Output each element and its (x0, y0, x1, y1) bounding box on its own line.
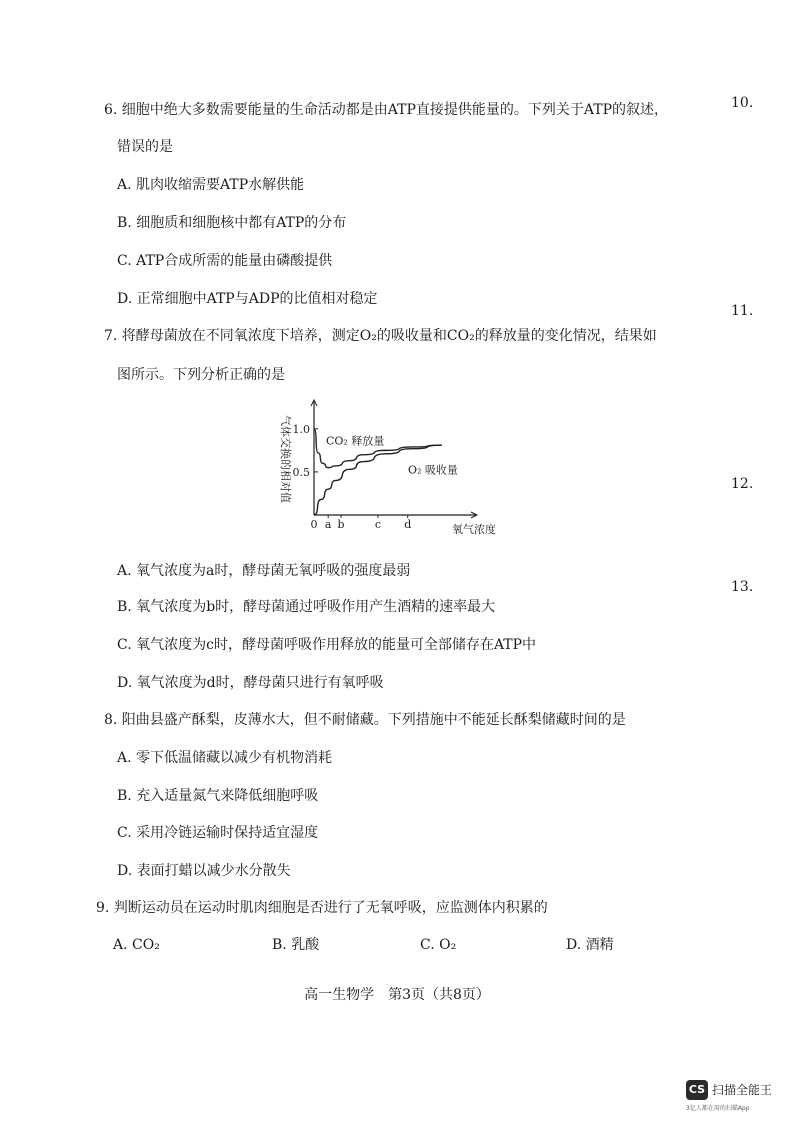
x-tick-label: 0 (310, 518, 318, 531)
q8-option-a: A. 零下低温储藏以减少有机物消耗 (117, 750, 333, 766)
q6-stem-line2: 错误的是 (117, 139, 173, 155)
series-label-co2: CO₂ 释放量 (326, 434, 385, 448)
q7-option-a: A. 氧气浓度为a时，酵母菌无氧呼吸的强度最弱 (117, 563, 411, 579)
q6-option-a: A. 肌肉收缩需要ATP水解供能 (117, 177, 305, 193)
q6-option-c: C. ATP合成所需的能量由磷酸提供 (117, 253, 333, 269)
q6-option-d: D. 正常细胞中ATP与ADP的比值相对稳定 (117, 291, 378, 307)
q8-option-b: B. 充入适量氮气来降低细胞呼吸 (117, 788, 319, 804)
q8-option-c: C. 采用冷链运输时保持适宜湿度 (117, 825, 319, 841)
x-tick-label: d (404, 518, 412, 531)
q8-option-d: D. 表面打蜡以减少水分散失 (117, 863, 291, 879)
q8-stem: 8. 阳曲县盛产酥梨，皮薄水大，但不耐储藏。下列措施中不能延长酥梨储藏时间的是 (104, 712, 626, 728)
q6-stem-line1: 6. 细胞中绝大多数需要能量的生命活动都是由ATP直接提供能量的。下列关于ATP的叙述， (104, 102, 669, 118)
scanner-logo-icon: CS (686, 1080, 708, 1100)
y-axis-label: 气体交换的相对值 (279, 415, 292, 503)
gas-exchange-chart (270, 395, 510, 545)
series-line-o2 (314, 445, 442, 515)
q9-option-b: B. 乳酸 (272, 937, 320, 953)
x-tick-label: a (324, 518, 332, 531)
q7-option-c: C. 氧气浓度为c时，酵母菌呼吸作用释放的能量可全部储存在ATP中 (117, 637, 537, 653)
page-footer: 高一生物学 第3页（共8页） (304, 987, 490, 1003)
side-number-13: 13. (731, 579, 754, 595)
side-number-11: 11. (731, 303, 754, 319)
q7-option-d: D. 氧气浓度为d时，酵母菌只进行有氧呼吸 (117, 675, 384, 691)
q7-option-b: B. 氧气浓度为b时，酵母菌通过呼吸作用产生酒精的速率最大 (117, 599, 496, 615)
q6-option-b: B. 细胞质和细胞核中都有ATP的分布 (117, 215, 347, 231)
q9-option-d: D. 酒精 (566, 937, 614, 953)
q7-stem-line2: 图所示。下列分析正确的是 (117, 367, 285, 383)
y-tick-label: 0.5 (292, 465, 310, 479)
scanner-app-name: 扫描全能王 (712, 1083, 773, 1097)
q9-option-a: A. CO₂ (113, 937, 160, 953)
q9-option-c: C. O₂ (420, 937, 457, 953)
x-tick-label: b (337, 518, 345, 531)
x-tick-label: c (374, 518, 381, 531)
scanner-watermark (686, 1080, 786, 1114)
scanner-tagline: 3亿人都在用的扫描App (686, 1105, 750, 1112)
x-axis-label: 氧气浓度 (452, 523, 496, 536)
series-label-o2: O₂ 吸收量 (408, 463, 458, 477)
side-number-12: 12. (731, 476, 754, 492)
y-tick-label: 1.0 (292, 422, 310, 436)
side-number-10: 10. (731, 95, 754, 111)
q9-stem: 9. 判断运动员在运动时肌肉细胞是否进行了无氧呼吸，应监测体内积累的 (96, 900, 548, 916)
q7-stem-line1: 7. 将酵母菌放在不同氧浓度下培养，测定O₂的吸收量和CO₂的释放量的变化情况，结果如 (104, 328, 657, 344)
